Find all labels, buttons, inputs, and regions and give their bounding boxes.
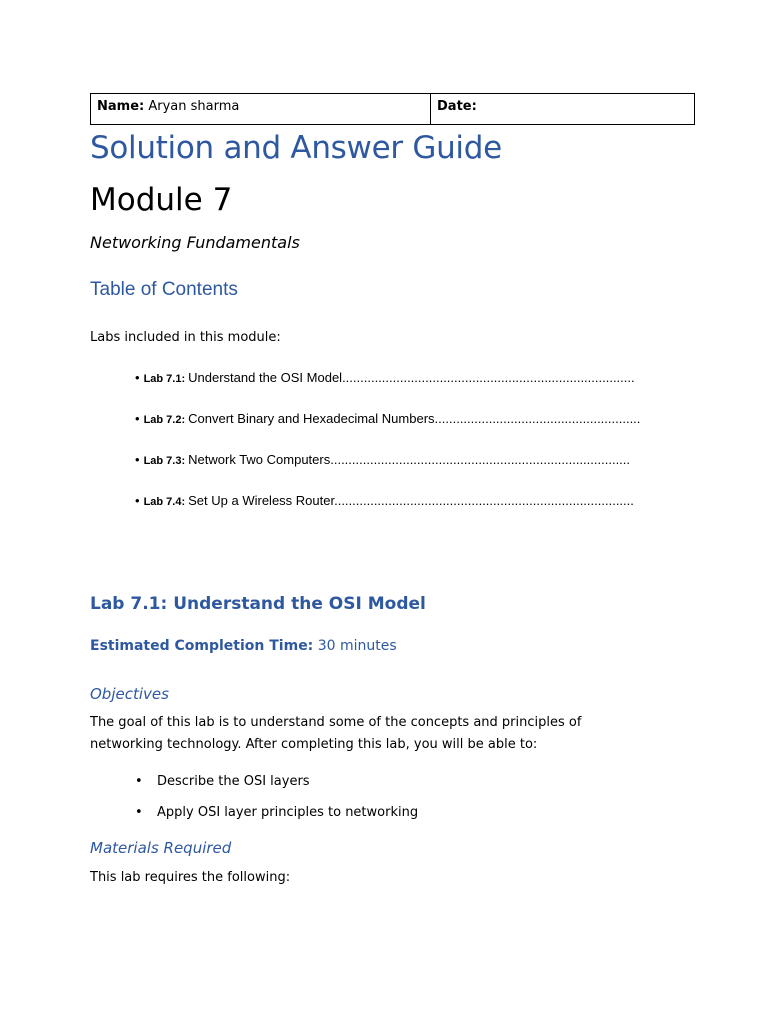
materials-heading: Materials Required bbox=[90, 839, 232, 857]
toc-lab-number: Lab 7.4: bbox=[143, 496, 186, 508]
objective-text: Apply OSI layer principles to networking bbox=[157, 805, 419, 820]
toc-item-lab-7-2[interactable] bbox=[135, 411, 675, 452]
estimated-time-label: Estimated Completion Time: bbox=[90, 638, 314, 654]
materials-text: This lab requires the following: bbox=[90, 870, 291, 885]
toc-lab-title: Understand the OSI Model bbox=[188, 370, 343, 385]
toc-lab-title: Set Up a Wireless Router bbox=[188, 493, 335, 508]
toc-lab-title: Network Two Computers bbox=[188, 452, 331, 467]
name-cell bbox=[91, 94, 431, 124]
bullet-icon: • bbox=[135, 411, 140, 426]
bullet-icon: • bbox=[135, 774, 143, 789]
estimated-time bbox=[90, 638, 397, 654]
toc-lab-number: Lab 7.2: bbox=[143, 414, 186, 426]
toc-lab-number: Lab 7.3: bbox=[143, 455, 186, 467]
toc-leader-dots: ................................................................................... bbox=[330, 452, 631, 467]
toc-lab-number: Lab 7.1: bbox=[143, 373, 186, 385]
objectives-heading: Objectives bbox=[90, 685, 169, 703]
toc-leader-dots: ................................................................................. bbox=[342, 370, 635, 385]
lab-heading: Lab 7.1: Understand the OSI Model bbox=[90, 594, 426, 614]
toc-leader-dots: ................................................................................... bbox=[334, 493, 634, 508]
toc-list bbox=[135, 370, 675, 534]
name-label: Name: bbox=[97, 99, 145, 114]
bullet-icon: • bbox=[135, 493, 140, 508]
toc-item-lab-7-3[interactable] bbox=[135, 452, 675, 493]
estimated-time-value: 30 minutes bbox=[317, 638, 397, 654]
bullet-icon: • bbox=[135, 452, 140, 467]
objective-item bbox=[135, 805, 418, 836]
objectives-text: The goal of this lab is to understand some of the concepts and principles of networking technology. After completing this lab, you will be able to: bbox=[90, 715, 582, 752]
toc-heading: Table of Contents bbox=[90, 279, 238, 300]
name-value: Aryan sharma bbox=[148, 99, 240, 114]
name-date-table bbox=[90, 93, 695, 125]
toc-intro: Labs included in this module: bbox=[90, 330, 281, 345]
module-subtitle: Networking Fundamentals bbox=[90, 233, 300, 252]
date-label: Date: bbox=[437, 99, 477, 114]
toc-item-lab-7-1[interactable] bbox=[135, 370, 675, 411]
objectives-list bbox=[135, 774, 418, 836]
objective-text: Describe the OSI layers bbox=[157, 774, 310, 789]
bullet-icon: • bbox=[135, 805, 143, 820]
bullet-icon: • bbox=[135, 370, 140, 385]
toc-leader-dots: ......................................................... bbox=[434, 411, 641, 426]
toc-item-lab-7-4[interactable] bbox=[135, 493, 675, 534]
module-title: Module 7 bbox=[90, 182, 233, 218]
objective-item bbox=[135, 774, 418, 805]
date-cell bbox=[431, 94, 694, 124]
toc-lab-title: Convert Binary and Hexadecimal Numbers bbox=[188, 411, 435, 426]
document-title: Solution and Answer Guide bbox=[90, 130, 502, 166]
